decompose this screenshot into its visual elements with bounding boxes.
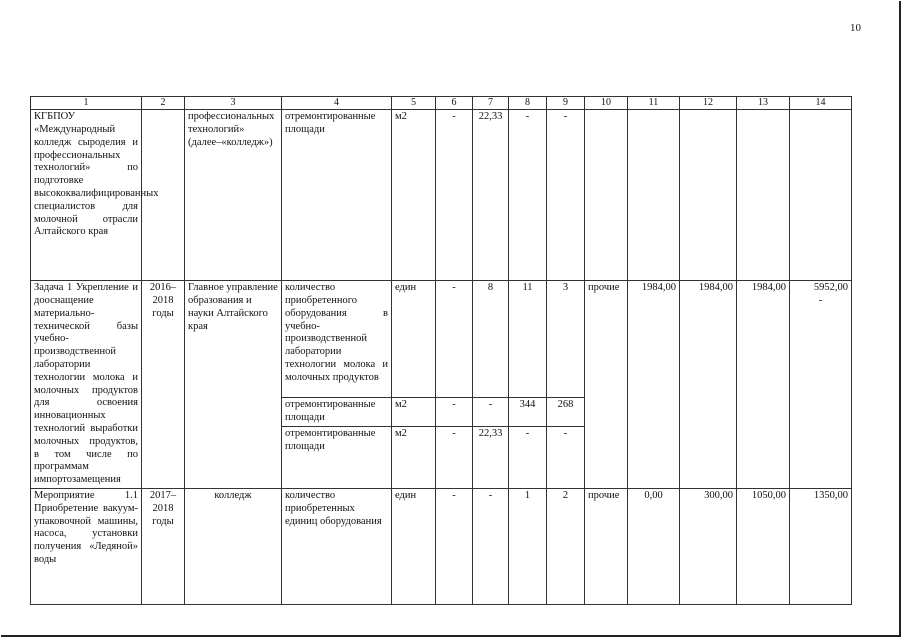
amount-cell <box>790 110 852 281</box>
indicator-cell: отремонтированные площади <box>282 398 392 427</box>
amount-cell: 1984,00 <box>628 281 680 489</box>
value-cell: 2 <box>547 488 585 604</box>
period-cell: 2017–2018 годы <box>142 488 185 604</box>
indicator-cell: количество приобретенных единиц оборудования <box>282 488 392 604</box>
value-cell: - <box>473 398 509 427</box>
column-number: 11 <box>628 97 680 110</box>
program-table <box>30 96 852 605</box>
value-cell: 22,33 <box>473 110 509 281</box>
column-number: 12 <box>680 97 737 110</box>
amount-cell: 300,00 <box>680 488 737 604</box>
value-cell: 8 <box>473 281 509 398</box>
column-number: 3 <box>185 97 282 110</box>
value-cell: - <box>436 488 473 604</box>
objective-cell: КГБПОУ «Международный колледж сыроделия и профессиональных технологий» по подготовке высококвалифицированных специалистов для молочной отрасли Алтайского края <box>31 110 142 281</box>
value-cell: - <box>436 427 473 489</box>
value-cell: - <box>547 110 585 281</box>
value-cell: - <box>509 427 547 489</box>
amount-total-cell: 1350,00 <box>790 488 852 604</box>
amount-cell <box>737 110 790 281</box>
value-cell: - <box>509 110 547 281</box>
table-row <box>31 488 852 604</box>
unit-cell: м2 <box>392 427 436 489</box>
objective-cell: Задача 1 Укрепление и дооснащение материально-технической базы учебно-производственной лаборатории технологии молока и молочных продуктов для освоения инновационных технологий выработки молочных продуктов, в том числе по программам импортозамещения <box>31 281 142 489</box>
unit-cell: един <box>392 281 436 398</box>
executor-cell: профессиональных технологий» (далее–«колледж») <box>185 110 282 281</box>
value-cell: 22,33 <box>473 427 509 489</box>
executor-cell: колледж <box>185 488 282 604</box>
source-cell: прочие <box>585 488 628 604</box>
column-number: 13 <box>737 97 790 110</box>
amount-cell: 1984,00 <box>737 281 790 489</box>
page-number: 10 <box>850 22 861 34</box>
column-number: 8 <box>509 97 547 110</box>
value-cell: 3 <box>547 281 585 398</box>
column-number: 14 <box>790 97 852 110</box>
amount-cell: 1984,00 <box>680 281 737 489</box>
objective-cell: Мероприятие 1.1 Приобретение вакуум-упаковочной машины, насоса, установки получения «Ледяной» воды <box>31 488 142 604</box>
column-number: 10 <box>585 97 628 110</box>
table-row <box>31 281 852 398</box>
column-number-row <box>31 97 852 110</box>
table-row <box>31 110 852 281</box>
executor-cell: Главное управление образования и науки Алтайского края <box>185 281 282 489</box>
amount-total: 5952,00 <box>813 282 848 294</box>
indicator-cell: отремонтированные площади <box>282 110 392 281</box>
column-number: 6 <box>436 97 473 110</box>
source-cell <box>585 110 628 281</box>
value-cell: - <box>547 427 585 489</box>
amount-cell <box>680 110 737 281</box>
unit-cell: м2 <box>392 110 436 281</box>
indicator-cell: отремонтированные площади <box>282 427 392 489</box>
value-cell: 1 <box>509 488 547 604</box>
amount-total-cell <box>790 281 852 489</box>
indicator-cell: количество приобретенного оборудования в учебно-производственной лаборатории технологии молока и молочных продуктов <box>282 281 392 398</box>
column-number: 4 <box>282 97 392 110</box>
value-cell: - <box>473 488 509 604</box>
value-cell: - <box>436 398 473 427</box>
value-cell: - <box>436 110 473 281</box>
unit-cell: м2 <box>392 398 436 427</box>
value-cell: - <box>436 281 473 398</box>
period-cell: 2016–2018 годы <box>142 281 185 489</box>
column-number: 2 <box>142 97 185 110</box>
column-number: 5 <box>392 97 436 110</box>
amount-note: - <box>818 294 823 306</box>
column-number: 9 <box>547 97 585 110</box>
amount-cell <box>628 110 680 281</box>
column-number: 7 <box>473 97 509 110</box>
column-number: 1 <box>31 97 142 110</box>
amount-cell: 1050,00 <box>737 488 790 604</box>
value-cell: 268 <box>547 398 585 427</box>
value-cell: 344 <box>509 398 547 427</box>
value-cell: 11 <box>509 281 547 398</box>
unit-cell: един <box>392 488 436 604</box>
amount-cell: 0,00 <box>628 488 680 604</box>
source-cell: прочие <box>585 281 628 489</box>
